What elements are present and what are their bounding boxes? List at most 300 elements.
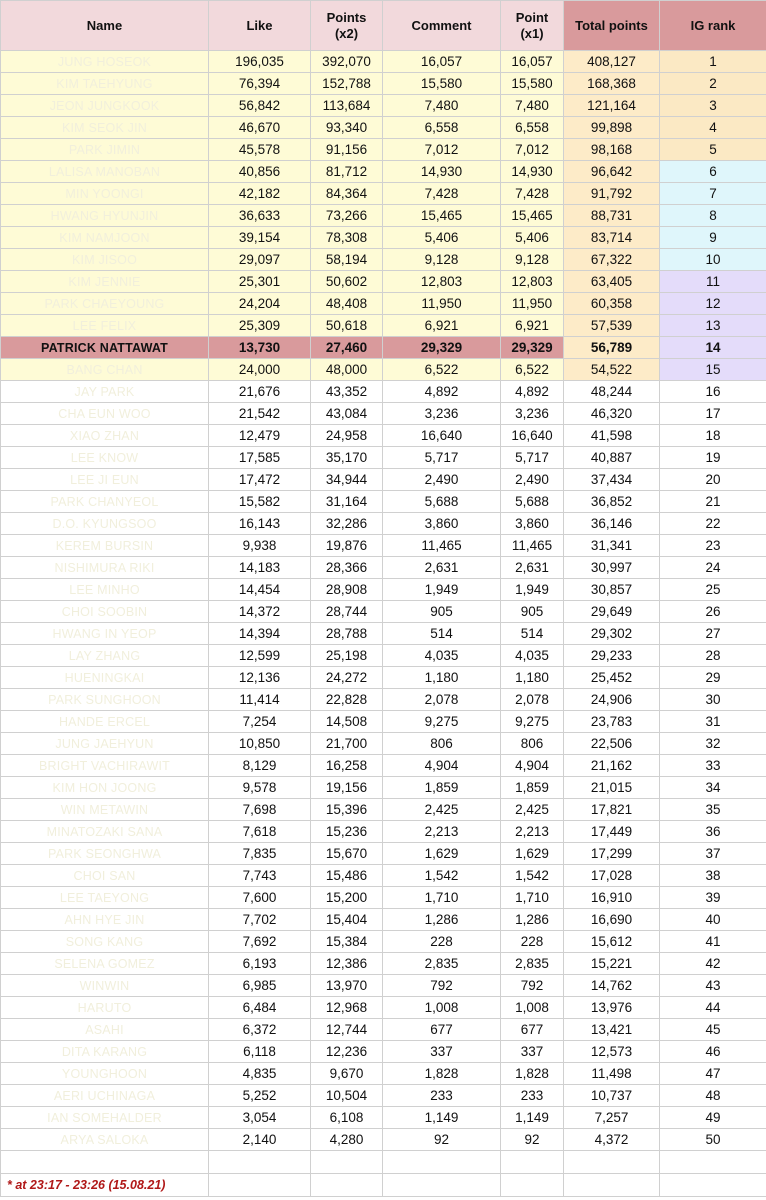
cell-total-points: 7,257 bbox=[564, 1107, 660, 1129]
cell-name: BRIGHT VACHIRAWIT bbox=[1, 755, 209, 777]
cell-comment: 9,275 bbox=[383, 711, 501, 733]
cell-total-points: 63,405 bbox=[564, 271, 660, 293]
cell-point-x1: 4,904 bbox=[501, 755, 564, 777]
cell-point-x1: 6,558 bbox=[501, 117, 564, 139]
table-row bbox=[1, 447, 766, 469]
table-row bbox=[1, 755, 766, 777]
cell-points-x2: 58,194 bbox=[311, 249, 383, 271]
cell-like: 6,372 bbox=[209, 1019, 311, 1041]
cell-points-x2: 43,352 bbox=[311, 381, 383, 403]
cell-name: AHN HYE JIN bbox=[1, 909, 209, 931]
cell-point-x1: 2,490 bbox=[501, 469, 564, 491]
cell-like: 6,193 bbox=[209, 953, 311, 975]
cell-point-x1: 15,465 bbox=[501, 205, 564, 227]
cell-ig-rank: 31 bbox=[660, 711, 766, 733]
cell-like: 12,479 bbox=[209, 425, 311, 447]
cell-name: LEE TAEYONG bbox=[1, 887, 209, 909]
cell-name: IAN SOMEHALDER bbox=[1, 1107, 209, 1129]
table-row bbox=[1, 227, 766, 249]
cell-points-x2: 32,286 bbox=[311, 513, 383, 535]
cell-comment: 7,428 bbox=[383, 183, 501, 205]
cell-name: BANG CHAN bbox=[1, 359, 209, 381]
cell-point-x1: 1,008 bbox=[501, 997, 564, 1019]
cell-like: 7,254 bbox=[209, 711, 311, 733]
cell-points-x2: 19,156 bbox=[311, 777, 383, 799]
cell-point-x1: 1,859 bbox=[501, 777, 564, 799]
cell-points-x2: 28,908 bbox=[311, 579, 383, 601]
cell-point-x1: 9,128 bbox=[501, 249, 564, 271]
cell-points-x2: 24,272 bbox=[311, 667, 383, 689]
cell-comment: 792 bbox=[383, 975, 501, 997]
cell-total-points: 36,146 bbox=[564, 513, 660, 535]
cell-ig-rank: 20 bbox=[660, 469, 766, 491]
cell-like: 36,633 bbox=[209, 205, 311, 227]
table-row bbox=[1, 601, 766, 623]
cell-ig-rank: 34 bbox=[660, 777, 766, 799]
table-row bbox=[1, 799, 766, 821]
cell-point-x1: 806 bbox=[501, 733, 564, 755]
cell-total-points: 12,573 bbox=[564, 1041, 660, 1063]
cell-name: KIM JISOO bbox=[1, 249, 209, 271]
cell-name: D.O. KYUNGSOO bbox=[1, 513, 209, 535]
cell-like: 8,129 bbox=[209, 755, 311, 777]
cell-comment: 514 bbox=[383, 623, 501, 645]
cell-ig-rank: 28 bbox=[660, 645, 766, 667]
cell-ig-rank: 27 bbox=[660, 623, 766, 645]
cell-point-x1: 2,425 bbox=[501, 799, 564, 821]
cell-comment: 228 bbox=[383, 931, 501, 953]
cell-points-x2: 48,408 bbox=[311, 293, 383, 315]
cell-ig-rank: 9 bbox=[660, 227, 766, 249]
cell-like: 25,309 bbox=[209, 315, 311, 337]
cell-points-x2: 113,684 bbox=[311, 95, 383, 117]
cell-comment: 4,904 bbox=[383, 755, 501, 777]
cell-name: DITA KARANG bbox=[1, 1041, 209, 1063]
cell-points-x2: 43,084 bbox=[311, 403, 383, 425]
cell-ig-rank: 49 bbox=[660, 1107, 766, 1129]
cell-points-x2: 12,236 bbox=[311, 1041, 383, 1063]
cell-ig-rank: 41 bbox=[660, 931, 766, 953]
cell-like: 21,542 bbox=[209, 403, 311, 425]
cell-point-x1: 16,640 bbox=[501, 425, 564, 447]
cell-point-x1: 5,717 bbox=[501, 447, 564, 469]
cell-total-points: 29,302 bbox=[564, 623, 660, 645]
cell-name: AERI UCHINAGA bbox=[1, 1085, 209, 1107]
cell-like: 7,698 bbox=[209, 799, 311, 821]
cell-like: 4,835 bbox=[209, 1063, 311, 1085]
cell-comment: 1,008 bbox=[383, 997, 501, 1019]
cell-like: 16,143 bbox=[209, 513, 311, 535]
cell-total-points: 83,714 bbox=[564, 227, 660, 249]
cell-points-x2: 15,384 bbox=[311, 931, 383, 953]
cell-points-x2: 15,236 bbox=[311, 821, 383, 843]
cell-comment: 11,465 bbox=[383, 535, 501, 557]
cell-total-points: 4,372 bbox=[564, 1129, 660, 1151]
table-row bbox=[1, 403, 766, 425]
cell-total-points: 13,976 bbox=[564, 997, 660, 1019]
cell-points-x2: 73,266 bbox=[311, 205, 383, 227]
cell-points-x2: 84,364 bbox=[311, 183, 383, 205]
cell-name: CHOI SAN bbox=[1, 865, 209, 887]
cell-total-points: 57,539 bbox=[564, 315, 660, 337]
cell-point-x1: 7,480 bbox=[501, 95, 564, 117]
cell-total-points: 15,612 bbox=[564, 931, 660, 953]
cell-name: ARYA SALOKA bbox=[1, 1129, 209, 1151]
table-row bbox=[1, 513, 766, 535]
cell-like: 7,692 bbox=[209, 931, 311, 953]
cell-comment: 1,710 bbox=[383, 887, 501, 909]
cell-ig-rank: 15 bbox=[660, 359, 766, 381]
cell-ig-rank: 26 bbox=[660, 601, 766, 623]
col-header-total-points: Total points bbox=[564, 1, 660, 51]
cell-points-x2: 22,828 bbox=[311, 689, 383, 711]
cell-like: 196,035 bbox=[209, 51, 311, 73]
footnote-row bbox=[1, 1174, 766, 1197]
cell-ig-rank: 17 bbox=[660, 403, 766, 425]
cell-comment: 1,859 bbox=[383, 777, 501, 799]
col-header-point-x1: Point (x1) bbox=[501, 1, 564, 51]
cell-name: LEE JI EUN bbox=[1, 469, 209, 491]
cell-ig-rank: 39 bbox=[660, 887, 766, 909]
cell-comment: 1,149 bbox=[383, 1107, 501, 1129]
cell-comment: 16,057 bbox=[383, 51, 501, 73]
cell-like: 24,000 bbox=[209, 359, 311, 381]
cell-name: PARK CHANYEOL bbox=[1, 491, 209, 513]
table-row bbox=[1, 733, 766, 755]
cell-total-points: 91,792 bbox=[564, 183, 660, 205]
cell-like: 7,743 bbox=[209, 865, 311, 887]
cell-name: HWANG HYUNJIN bbox=[1, 205, 209, 227]
cell-total-points: 10,737 bbox=[564, 1085, 660, 1107]
cell-like: 17,472 bbox=[209, 469, 311, 491]
cell-points-x2: 50,602 bbox=[311, 271, 383, 293]
cell-comment: 905 bbox=[383, 601, 501, 623]
table-row bbox=[1, 271, 766, 293]
cell-comment: 233 bbox=[383, 1085, 501, 1107]
cell-points-x2: 31,164 bbox=[311, 491, 383, 513]
table-row bbox=[1, 579, 766, 601]
cell-points-x2: 15,200 bbox=[311, 887, 383, 909]
cell-total-points: 16,690 bbox=[564, 909, 660, 931]
cell-total-points: 15,221 bbox=[564, 953, 660, 975]
cell-ig-rank: 50 bbox=[660, 1129, 766, 1151]
cell-name: HUENINGKAI bbox=[1, 667, 209, 689]
table-row bbox=[1, 975, 766, 997]
cell-total-points: 168,368 bbox=[564, 73, 660, 95]
cell-ig-rank: 45 bbox=[660, 1019, 766, 1041]
cell-like: 9,578 bbox=[209, 777, 311, 799]
cell-ig-rank: 47 bbox=[660, 1063, 766, 1085]
empty-row bbox=[1, 1151, 766, 1174]
table-row bbox=[1, 689, 766, 711]
cell-total-points: 30,857 bbox=[564, 579, 660, 601]
cell-comment: 14,930 bbox=[383, 161, 501, 183]
cell-points-x2: 48,000 bbox=[311, 359, 383, 381]
cell-ig-rank: 35 bbox=[660, 799, 766, 821]
cell-comment: 7,480 bbox=[383, 95, 501, 117]
cell-name: KIM JENNIE bbox=[1, 271, 209, 293]
table-row bbox=[1, 711, 766, 733]
table-row bbox=[1, 777, 766, 799]
cell-ig-rank: 5 bbox=[660, 139, 766, 161]
cell-ig-rank: 44 bbox=[660, 997, 766, 1019]
cell-like: 46,670 bbox=[209, 117, 311, 139]
col-header-like: Like bbox=[209, 1, 311, 51]
table-row bbox=[1, 1085, 766, 1107]
cell-like: 17,585 bbox=[209, 447, 311, 469]
cell-ig-rank: 19 bbox=[660, 447, 766, 469]
cell-points-x2: 28,744 bbox=[311, 601, 383, 623]
cell-point-x1: 14,930 bbox=[501, 161, 564, 183]
cell-ig-rank: 29 bbox=[660, 667, 766, 689]
cell-point-x1: 1,949 bbox=[501, 579, 564, 601]
cell-comment: 92 bbox=[383, 1129, 501, 1151]
cell-name: JEON JUNGKOOK bbox=[1, 95, 209, 117]
cell-like: 14,372 bbox=[209, 601, 311, 623]
cell-like: 11,414 bbox=[209, 689, 311, 711]
table-row bbox=[1, 821, 766, 843]
cell-point-x1: 4,892 bbox=[501, 381, 564, 403]
cell-name: KIM SEOK JIN bbox=[1, 117, 209, 139]
cell-total-points: 37,434 bbox=[564, 469, 660, 491]
cell-name: WINWIN bbox=[1, 975, 209, 997]
cell-point-x1: 3,860 bbox=[501, 513, 564, 535]
col-header-comment: Comment bbox=[383, 1, 501, 51]
cell-ig-rank: 43 bbox=[660, 975, 766, 997]
cell-name: MINATOZAKI SANA bbox=[1, 821, 209, 843]
cell-like: 6,484 bbox=[209, 997, 311, 1019]
cell-points-x2: 81,712 bbox=[311, 161, 383, 183]
cell-comment: 6,921 bbox=[383, 315, 501, 337]
cell-total-points: 67,322 bbox=[564, 249, 660, 271]
cell-total-points: 30,997 bbox=[564, 557, 660, 579]
cell-name: PARK SUNGHOON bbox=[1, 689, 209, 711]
cell-comment: 15,465 bbox=[383, 205, 501, 227]
table-row bbox=[1, 205, 766, 227]
table-row bbox=[1, 1063, 766, 1085]
cell-like: 29,097 bbox=[209, 249, 311, 271]
table-row bbox=[1, 117, 766, 139]
cell-like: 40,856 bbox=[209, 161, 311, 183]
cell-points-x2: 12,386 bbox=[311, 953, 383, 975]
cell-ig-rank: 22 bbox=[660, 513, 766, 535]
cell-comment: 2,078 bbox=[383, 689, 501, 711]
cell-name: PARK SEONGHWA bbox=[1, 843, 209, 865]
cell-name: KIM TAEHYUNG bbox=[1, 73, 209, 95]
table-row bbox=[1, 183, 766, 205]
cell-total-points: 14,762 bbox=[564, 975, 660, 997]
cell-ig-rank: 11 bbox=[660, 271, 766, 293]
cell-name: JAY PARK bbox=[1, 381, 209, 403]
cell-total-points: 22,506 bbox=[564, 733, 660, 755]
cell-point-x1: 6,921 bbox=[501, 315, 564, 337]
cell-total-points: 36,852 bbox=[564, 491, 660, 513]
cell-name: KEREM BURSIN bbox=[1, 535, 209, 557]
header-row bbox=[1, 1, 766, 51]
table-row bbox=[1, 557, 766, 579]
cell-point-x1: 6,522 bbox=[501, 359, 564, 381]
cell-ig-rank: 1 bbox=[660, 51, 766, 73]
cell-comment: 2,835 bbox=[383, 953, 501, 975]
cell-ig-rank: 42 bbox=[660, 953, 766, 975]
cell-like: 6,118 bbox=[209, 1041, 311, 1063]
cell-total-points: 17,028 bbox=[564, 865, 660, 887]
cell-ig-rank: 36 bbox=[660, 821, 766, 843]
cell-total-points: 17,449 bbox=[564, 821, 660, 843]
cell-total-points: 60,358 bbox=[564, 293, 660, 315]
cell-ig-rank: 2 bbox=[660, 73, 766, 95]
cell-ig-rank: 48 bbox=[660, 1085, 766, 1107]
cell-points-x2: 14,508 bbox=[311, 711, 383, 733]
cell-points-x2: 25,198 bbox=[311, 645, 383, 667]
cell-points-x2: 93,340 bbox=[311, 117, 383, 139]
cell-total-points: 99,898 bbox=[564, 117, 660, 139]
cell-ig-rank: 30 bbox=[660, 689, 766, 711]
cell-comment: 2,631 bbox=[383, 557, 501, 579]
cell-point-x1: 3,236 bbox=[501, 403, 564, 425]
cell-comment: 12,803 bbox=[383, 271, 501, 293]
cell-name: SELENA GOMEZ bbox=[1, 953, 209, 975]
cell-comment: 15,580 bbox=[383, 73, 501, 95]
cell-like: 3,054 bbox=[209, 1107, 311, 1129]
cell-total-points: 31,341 bbox=[564, 535, 660, 557]
cell-like: 45,578 bbox=[209, 139, 311, 161]
cell-points-x2: 15,486 bbox=[311, 865, 383, 887]
cell-point-x1: 16,057 bbox=[501, 51, 564, 73]
cell-name: JUNG HOSEOK bbox=[1, 51, 209, 73]
cell-name: JUNG JAEHYUN bbox=[1, 733, 209, 755]
table-row bbox=[1, 865, 766, 887]
cell-total-points: 11,498 bbox=[564, 1063, 660, 1085]
cell-name: PARK JIMIN bbox=[1, 139, 209, 161]
cell-ig-rank: 12 bbox=[660, 293, 766, 315]
table-row bbox=[1, 161, 766, 183]
table-row bbox=[1, 359, 766, 381]
cell-ig-rank: 24 bbox=[660, 557, 766, 579]
table-row bbox=[1, 623, 766, 645]
cell-total-points: 13,421 bbox=[564, 1019, 660, 1041]
table-row bbox=[1, 293, 766, 315]
cell-point-x1: 11,465 bbox=[501, 535, 564, 557]
table-row bbox=[1, 931, 766, 953]
cell-total-points: 41,598 bbox=[564, 425, 660, 447]
cell-points-x2: 34,944 bbox=[311, 469, 383, 491]
cell-points-x2: 10,504 bbox=[311, 1085, 383, 1107]
cell-total-points: 121,164 bbox=[564, 95, 660, 117]
cell-name: LAY ZHANG bbox=[1, 645, 209, 667]
cell-total-points: 17,821 bbox=[564, 799, 660, 821]
cell-point-x1: 1,542 bbox=[501, 865, 564, 887]
table-row bbox=[1, 535, 766, 557]
cell-comment: 3,236 bbox=[383, 403, 501, 425]
table-row bbox=[1, 51, 766, 73]
cell-points-x2: 16,258 bbox=[311, 755, 383, 777]
cell-point-x1: 1,629 bbox=[501, 843, 564, 865]
cell-point-x1: 1,180 bbox=[501, 667, 564, 689]
table-row bbox=[1, 315, 766, 337]
cell-like: 39,154 bbox=[209, 227, 311, 249]
cell-point-x1: 792 bbox=[501, 975, 564, 997]
table-row bbox=[1, 909, 766, 931]
cell-points-x2: 152,788 bbox=[311, 73, 383, 95]
cell-comment: 337 bbox=[383, 1041, 501, 1063]
cell-point-x1: 1,149 bbox=[501, 1107, 564, 1129]
cell-point-x1: 905 bbox=[501, 601, 564, 623]
cell-points-x2: 13,970 bbox=[311, 975, 383, 997]
cell-name: LEE FELIX bbox=[1, 315, 209, 337]
cell-comment: 677 bbox=[383, 1019, 501, 1041]
cell-comment: 1,828 bbox=[383, 1063, 501, 1085]
table-row bbox=[1, 667, 766, 689]
cell-ig-rank: 18 bbox=[660, 425, 766, 447]
cell-like: 14,394 bbox=[209, 623, 311, 645]
cell-like: 2,140 bbox=[209, 1129, 311, 1151]
cell-points-x2: 15,670 bbox=[311, 843, 383, 865]
cell-point-x1: 4,035 bbox=[501, 645, 564, 667]
cell-comment: 7,012 bbox=[383, 139, 501, 161]
cell-point-x1: 92 bbox=[501, 1129, 564, 1151]
cell-points-x2: 27,460 bbox=[311, 337, 383, 359]
table-row bbox=[1, 139, 766, 161]
cell-comment: 4,892 bbox=[383, 381, 501, 403]
cell-total-points: 54,522 bbox=[564, 359, 660, 381]
timestamp-note: * at 23:17 - 23:26 (15.08.21) bbox=[1, 1174, 209, 1197]
cell-comment: 2,425 bbox=[383, 799, 501, 821]
cell-name: CHOI SOOBIN bbox=[1, 601, 209, 623]
cell-like: 14,454 bbox=[209, 579, 311, 601]
cell-comment: 5,717 bbox=[383, 447, 501, 469]
cell-total-points: 98,168 bbox=[564, 139, 660, 161]
cell-total-points: 24,906 bbox=[564, 689, 660, 711]
cell-comment: 11,950 bbox=[383, 293, 501, 315]
cell-like: 13,730 bbox=[209, 337, 311, 359]
cell-name: PARK CHAEYOUNG bbox=[1, 293, 209, 315]
cell-name: XIAO ZHAN bbox=[1, 425, 209, 447]
cell-point-x1: 7,428 bbox=[501, 183, 564, 205]
table-row bbox=[1, 645, 766, 667]
cell-name: SONG KANG bbox=[1, 931, 209, 953]
cell-total-points: 88,731 bbox=[564, 205, 660, 227]
cell-point-x1: 1,286 bbox=[501, 909, 564, 931]
cell-ig-rank: 33 bbox=[660, 755, 766, 777]
cell-point-x1: 5,688 bbox=[501, 491, 564, 513]
cell-comment: 5,406 bbox=[383, 227, 501, 249]
cell-name: PATRICK NATTAWAT bbox=[1, 337, 209, 359]
table-row bbox=[1, 425, 766, 447]
cell-ig-rank: 8 bbox=[660, 205, 766, 227]
cell-name: CHA EUN WOO bbox=[1, 403, 209, 425]
cell-total-points: 408,127 bbox=[564, 51, 660, 73]
cell-ig-rank: 4 bbox=[660, 117, 766, 139]
cell-point-x1: 1,828 bbox=[501, 1063, 564, 1085]
cell-point-x1: 2,213 bbox=[501, 821, 564, 843]
cell-ig-rank: 3 bbox=[660, 95, 766, 117]
cell-point-x1: 337 bbox=[501, 1041, 564, 1063]
cell-points-x2: 6,108 bbox=[311, 1107, 383, 1129]
cell-points-x2: 9,670 bbox=[311, 1063, 383, 1085]
cell-comment: 4,035 bbox=[383, 645, 501, 667]
cell-total-points: 17,299 bbox=[564, 843, 660, 865]
cell-total-points: 29,233 bbox=[564, 645, 660, 667]
cell-like: 7,835 bbox=[209, 843, 311, 865]
cell-point-x1: 7,012 bbox=[501, 139, 564, 161]
cell-total-points: 16,910 bbox=[564, 887, 660, 909]
cell-ig-rank: 13 bbox=[660, 315, 766, 337]
table-row bbox=[1, 887, 766, 909]
cell-comment: 806 bbox=[383, 733, 501, 755]
cell-comment: 9,128 bbox=[383, 249, 501, 271]
cell-name: HWANG IN YEOP bbox=[1, 623, 209, 645]
